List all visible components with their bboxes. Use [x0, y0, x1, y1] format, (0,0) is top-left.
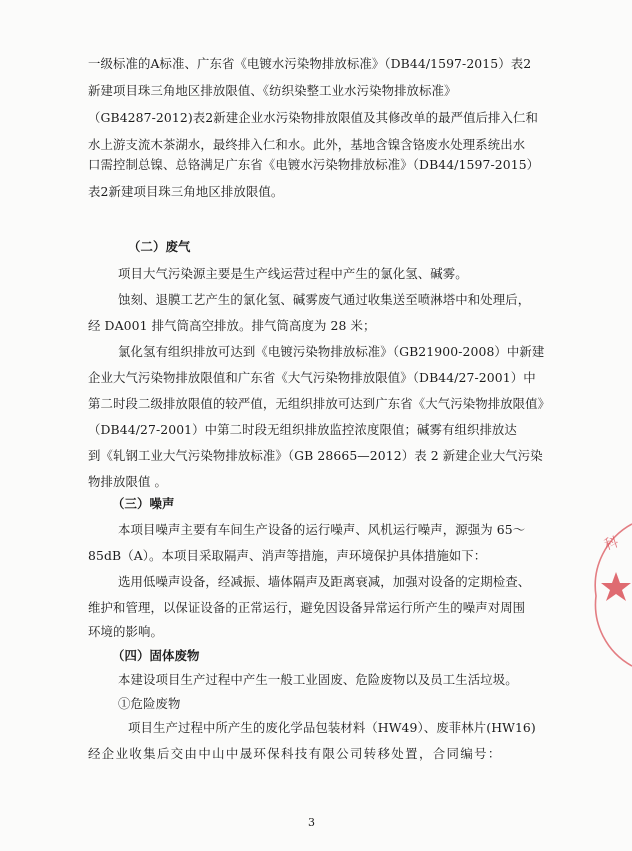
- seal-star-icon: [601, 572, 631, 601]
- sub-heading-hazardous-waste: ①危险废物: [118, 696, 181, 711]
- body-line: 本项目噪声主要有车间生产设备的运行噪声、风机运行噪声，源强为 65～: [118, 522, 526, 537]
- body-line: 一级标准的A标准、广东省《电镀水污染物排放标准》（DB44/1597-2015）表2: [88, 56, 532, 71]
- body-line: 到《轧钢工业大气污染物排放标准》（GB 28665—2012）表 2 新建企业大气污染: [88, 448, 543, 463]
- body-line: 物排放限值 。: [88, 474, 167, 489]
- body-line: 项目大气污染源主要是生产线运营过程中产生的氯化氢、碱雾。: [118, 266, 468, 281]
- body-line: 本建设项目生产过程中产生一般工业固废、危险废物以及员工生活垃圾。: [118, 672, 518, 687]
- body-line: 85dB（A）。本项目采取隔声、消声等措施，声环境保护具体措施如下：: [88, 548, 487, 563]
- body-line: （GB4287-2012)表2新建企业水污染物排放限值及其修改单的最严值后排入仁和: [88, 110, 539, 125]
- body-line: 蚀刻、退膜工艺产生的氯化氢、碱雾废气通过收集送至喷淋塔中和处理后，: [118, 292, 531, 307]
- seal-stamp: [572, 520, 632, 670]
- body-line: 维护和管理，以保证设备的正常运行，避免因设备异常运行所产生的噪声对周围: [88, 600, 526, 615]
- seal-text: 科: [602, 534, 621, 554]
- body-line: 环境的影响。: [88, 624, 163, 639]
- section-heading-noise: （三）噪声: [112, 496, 175, 511]
- body-line: 新建项目珠三角地区排放限值、《纺织染整工业水污染物排放标准》: [88, 83, 457, 98]
- body-line: 选用低噪声设备，经减振、墙体隔声及距离衰减，加强对设备的定期检查、: [118, 574, 531, 589]
- page-number: 3: [308, 816, 315, 829]
- body-line: （DB44/27-2001）中第二时段无组织排放监控浓度限值；碱雾有组织排放达: [88, 422, 517, 437]
- section-heading-solid-waste: （四）固体废物: [112, 648, 200, 663]
- body-line: 水上游支流木茶湖水，最终排入仁和水。此外，基地含镍含铬废水处理系统出水: [88, 137, 526, 152]
- body-line: 口需控制总镍、总铬满足广东省《电镀水污染物排放标准》（DB44/1597-2015）: [88, 157, 540, 172]
- body-line: 第二时段二级排放限值的较严值，无组织排放可达到广东省《大气污染物排放限值》: [88, 396, 551, 411]
- body-line: 表2新建项目珠三角地区排放限值。: [88, 184, 284, 199]
- section-heading-waste-gas: （二）废气: [128, 239, 191, 254]
- body-line: 经 DA001 排气筒高空排放。排气筒高度为 28 米；: [88, 318, 376, 333]
- body-line: 经企业收集后交由中山中晟环保科技有限公司转移处置，合同编号：: [88, 746, 502, 761]
- body-line: 企业大气污染物排放限值和广东省《大气污染物排放限值》（DB44/27-2001）中: [88, 370, 536, 385]
- body-line: 氯化氢有组织排放可达到《电镀污染物排放标准》（GB21900-2008）中新建: [118, 344, 545, 359]
- body-line: 项目生产过程中所产生的废化学品包装材料（HW49）、废菲林片(HW16): [128, 720, 536, 735]
